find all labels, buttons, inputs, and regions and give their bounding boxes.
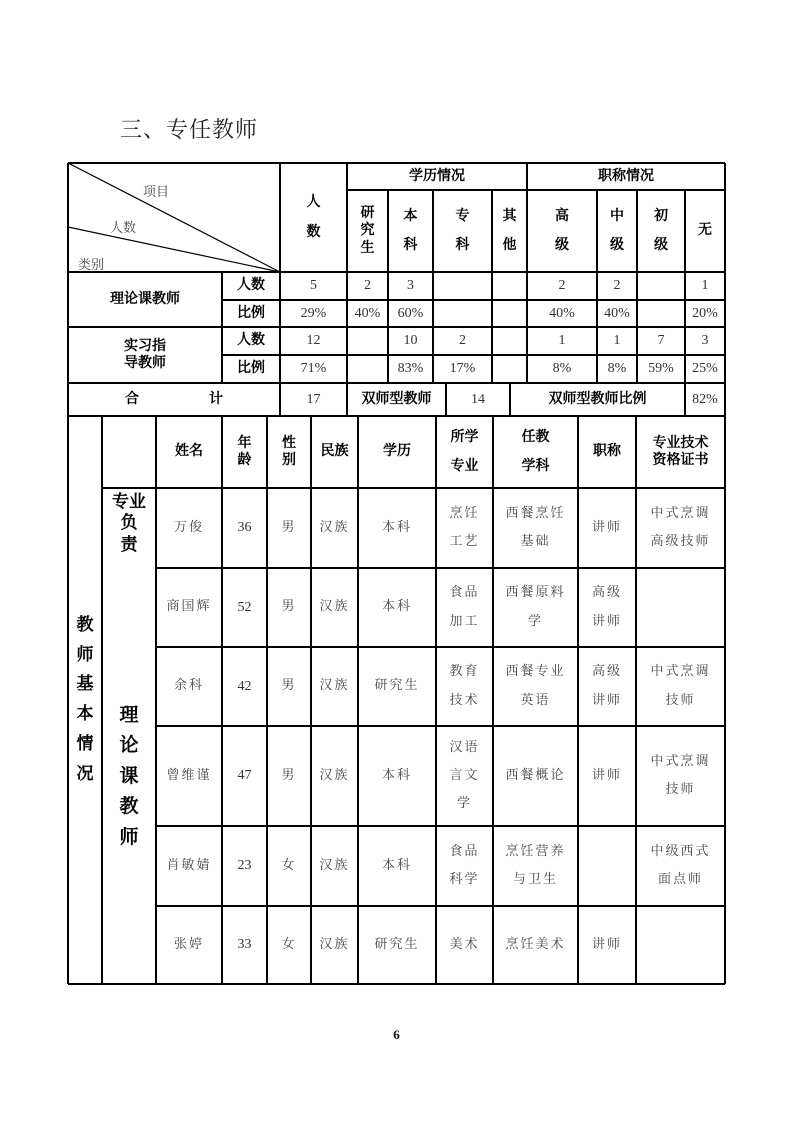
teacher-education bbox=[358, 826, 436, 906]
teacher-subject bbox=[493, 568, 578, 647]
cell-text: 中式烹调 bbox=[650, 505, 711, 521]
cell-text: 技术 bbox=[449, 692, 480, 708]
cell-text: 双师型教师 bbox=[361, 390, 432, 407]
cell-text: 理 bbox=[119, 704, 139, 727]
cell-text: 商国辉 bbox=[166, 599, 212, 615]
teacher-ethnicity bbox=[311, 568, 358, 647]
header-education bbox=[358, 416, 436, 488]
teacher-education bbox=[358, 906, 436, 984]
cell-text: 科 bbox=[403, 237, 418, 253]
cell-text: 专 bbox=[455, 207, 470, 224]
cell-text: 实习指 bbox=[124, 337, 166, 354]
value-cell bbox=[347, 300, 388, 327]
cell-text: 2 bbox=[558, 278, 566, 294]
cell-text: 中级西式 bbox=[650, 843, 711, 859]
cell-text: 1 bbox=[613, 333, 621, 349]
cell-text: 研究生 bbox=[374, 678, 420, 694]
cell-text: 女 bbox=[281, 857, 297, 873]
cell-text: 余科 bbox=[173, 678, 204, 694]
value-cell bbox=[637, 355, 685, 383]
cell-text: 47 bbox=[237, 768, 252, 784]
cell-text: 23 bbox=[237, 858, 252, 874]
education-header bbox=[347, 163, 527, 190]
teacher-ethnicity bbox=[311, 826, 358, 906]
cell-text: 人数 bbox=[237, 277, 265, 294]
cell-text: 他 bbox=[502, 237, 517, 253]
header-gender bbox=[267, 416, 311, 488]
value-cell bbox=[597, 355, 637, 383]
teacher-major bbox=[436, 568, 493, 647]
dual-ratio-label bbox=[510, 383, 685, 416]
teacher-age bbox=[222, 488, 267, 568]
column-header bbox=[492, 190, 527, 272]
cell-text: 肖敏婧 bbox=[166, 857, 212, 873]
teacher-education bbox=[358, 726, 436, 826]
cell-text: 教育 bbox=[449, 664, 480, 680]
cell-text: 数 bbox=[306, 223, 321, 240]
cell-text: 曾维谨 bbox=[166, 767, 212, 783]
teacher-major bbox=[436, 647, 493, 726]
cell-text: 级 bbox=[610, 237, 624, 253]
cell-text: 汉族 bbox=[319, 857, 350, 873]
cell-text: 张婷 bbox=[173, 936, 204, 952]
value-cell bbox=[433, 272, 492, 300]
teacher-name bbox=[156, 906, 222, 984]
cell-text: 女 bbox=[281, 936, 297, 952]
cell-text: 基础 bbox=[520, 534, 551, 549]
cell-text: 职称情况 bbox=[598, 167, 654, 184]
value-cell bbox=[388, 355, 433, 383]
teacher-age bbox=[222, 826, 267, 906]
cell-text: 学历 bbox=[383, 443, 411, 460]
row-sub-label bbox=[222, 327, 280, 355]
teacher-major bbox=[436, 906, 493, 984]
group-label-theory bbox=[102, 568, 156, 984]
cell-text: 20% bbox=[692, 305, 718, 321]
group-label bbox=[68, 272, 222, 327]
cell-text: 本 bbox=[76, 704, 94, 724]
cell-text: 年 bbox=[237, 434, 252, 451]
cell-text: 学科 bbox=[521, 458, 550, 474]
cell-text: 高 bbox=[555, 207, 569, 224]
cell-text: 汉语 bbox=[449, 739, 480, 755]
cell-text: 高级 bbox=[591, 664, 622, 680]
teacher-subject bbox=[493, 647, 578, 726]
cell-text: 技师 bbox=[665, 782, 696, 797]
cell-text: 本 bbox=[403, 207, 418, 224]
cell-text: 8% bbox=[607, 361, 627, 377]
cell-text: 科 bbox=[455, 237, 470, 253]
cell-text: 40% bbox=[354, 305, 381, 321]
cell-text: 所学 bbox=[450, 428, 479, 445]
cell-text: 科学 bbox=[449, 872, 480, 887]
cell-text: 资格证书 bbox=[652, 452, 709, 468]
value-cell bbox=[347, 355, 388, 383]
cell-text: 专业 bbox=[450, 458, 479, 474]
value-cell bbox=[597, 300, 637, 327]
section-title: 三、专任教师 bbox=[120, 118, 259, 143]
cell-text: 工艺 bbox=[449, 534, 480, 549]
value-cell bbox=[433, 355, 492, 383]
cell-text: 汉族 bbox=[319, 767, 350, 783]
cell-text: 究 bbox=[360, 222, 375, 239]
row-sub-label bbox=[222, 355, 280, 383]
value-cell bbox=[347, 272, 388, 300]
teacher-title bbox=[578, 647, 636, 726]
teacher-certificate bbox=[636, 488, 725, 568]
cell-text: 1 bbox=[558, 333, 566, 349]
cell-text: 男 bbox=[281, 678, 297, 694]
value-cell bbox=[637, 327, 685, 355]
cell-text: 82% bbox=[692, 391, 718, 407]
value-cell bbox=[492, 272, 527, 300]
value-cell bbox=[280, 272, 347, 300]
dual-ratio-value bbox=[685, 383, 725, 416]
cell-text: 中式烹调 bbox=[650, 753, 711, 769]
value-cell bbox=[492, 327, 527, 355]
teacher-title bbox=[578, 726, 636, 826]
cell-text: 研究生 bbox=[374, 936, 420, 952]
cell-text: 西餐概论 bbox=[505, 767, 566, 783]
cell-text: 人 bbox=[306, 194, 321, 210]
cell-text: 技师 bbox=[665, 692, 696, 708]
cell-text: 讲师 bbox=[591, 613, 622, 629]
value-cell bbox=[597, 272, 637, 300]
cell-text: 言文 bbox=[449, 767, 480, 783]
cell-text: 男 bbox=[281, 599, 297, 615]
value-cell bbox=[527, 327, 597, 355]
count-header bbox=[280, 163, 347, 272]
cell-text: 男 bbox=[281, 519, 297, 535]
column-header bbox=[388, 190, 433, 272]
cell-text: 33 bbox=[237, 937, 252, 953]
value-cell bbox=[388, 272, 433, 300]
value-cell bbox=[685, 272, 725, 300]
cell-text: 西餐烹饪 bbox=[505, 505, 566, 521]
teacher-title bbox=[578, 488, 636, 568]
cell-text: 比例 bbox=[237, 304, 265, 321]
cell-text: 别 bbox=[282, 452, 296, 468]
column-header bbox=[433, 190, 492, 272]
cell-text: 面点师 bbox=[657, 872, 703, 887]
header-name bbox=[156, 416, 222, 488]
cell-text: 师 bbox=[76, 644, 94, 665]
cell-text: 双师型教师比例 bbox=[548, 390, 647, 407]
teacher-subject bbox=[493, 726, 578, 826]
cell-text: 食品 bbox=[449, 843, 480, 859]
cell-text: 40% bbox=[549, 305, 575, 321]
value-cell bbox=[685, 355, 725, 383]
header-ethnicity bbox=[311, 416, 358, 488]
cell-text: 2 bbox=[613, 278, 621, 294]
cell-text: 专业技术 bbox=[652, 434, 709, 451]
teacher-gender bbox=[267, 726, 311, 826]
teacher-gender bbox=[267, 826, 311, 906]
cell-text: 其 bbox=[502, 207, 517, 224]
value-cell bbox=[527, 355, 597, 383]
corner-label: 类别 bbox=[78, 258, 105, 273]
cell-text: 烹饪 bbox=[449, 505, 480, 521]
teacher-major bbox=[436, 726, 493, 826]
teacher-subject bbox=[493, 906, 578, 984]
cell-text: 级 bbox=[555, 237, 569, 253]
cell-text: 2 bbox=[364, 278, 371, 294]
row-sub-label bbox=[222, 272, 280, 300]
value-cell bbox=[685, 327, 725, 355]
teacher-gender bbox=[267, 488, 311, 568]
cell-text: 59% bbox=[648, 361, 674, 377]
cell-text: 学 bbox=[456, 796, 472, 812]
corner-label: 人数 bbox=[110, 221, 137, 236]
header-title bbox=[578, 416, 636, 488]
cell-text: 2 bbox=[459, 333, 466, 349]
group-label bbox=[68, 327, 222, 383]
column-header bbox=[527, 190, 597, 272]
teacher-name bbox=[156, 726, 222, 826]
header-subject bbox=[493, 416, 578, 488]
cell-text: 教 bbox=[119, 795, 139, 818]
value-cell bbox=[280, 327, 347, 355]
cell-text: 民族 bbox=[320, 443, 349, 460]
cell-text: 情 bbox=[76, 733, 94, 754]
title-header bbox=[527, 163, 725, 190]
cell-text: 17% bbox=[449, 361, 476, 377]
value-cell bbox=[527, 272, 597, 300]
cell-text: 14 bbox=[471, 391, 485, 407]
teacher-subject bbox=[493, 488, 578, 568]
cell-text: 汉族 bbox=[319, 678, 350, 694]
teacher-major bbox=[436, 826, 493, 906]
teacher-age bbox=[222, 647, 267, 726]
cell-text: 17 bbox=[306, 391, 321, 407]
cell-text: 汉族 bbox=[319, 936, 350, 952]
teacher-ethnicity bbox=[311, 488, 358, 568]
cell-text: 本科 bbox=[381, 767, 412, 783]
value-cell bbox=[388, 300, 433, 327]
header-major bbox=[436, 416, 493, 488]
cell-text: 12 bbox=[306, 333, 321, 349]
cell-text: 中 bbox=[610, 207, 624, 224]
cell-text: 本科 bbox=[381, 519, 412, 535]
cell-text: 职称 bbox=[593, 443, 621, 460]
section-label bbox=[68, 416, 102, 984]
cell-text: 生 bbox=[360, 239, 375, 256]
column-header bbox=[637, 190, 685, 272]
teacher-ethnicity bbox=[311, 726, 358, 826]
column-header bbox=[597, 190, 637, 272]
column-header bbox=[347, 190, 388, 272]
cell-text: 加工 bbox=[449, 613, 480, 629]
cell-text: 讲师 bbox=[591, 519, 622, 535]
total-value bbox=[280, 383, 347, 416]
teacher-age bbox=[222, 726, 267, 826]
cell-text: 与卫生 bbox=[512, 872, 558, 887]
cell-text: 性 bbox=[282, 434, 296, 451]
cell-text: 学 bbox=[527, 613, 543, 629]
teacher-major bbox=[436, 488, 493, 568]
cell-text: 美术 bbox=[449, 936, 480, 952]
value-cell bbox=[685, 300, 725, 327]
cell-text: 7 bbox=[657, 333, 665, 349]
cell-text: 级 bbox=[654, 237, 668, 253]
cell-text: 计 bbox=[209, 390, 223, 407]
cell-text: 5 bbox=[310, 278, 317, 294]
teacher-gender bbox=[267, 568, 311, 647]
column-header bbox=[685, 190, 725, 272]
cell-text: 52 bbox=[237, 599, 252, 615]
teacher-gender bbox=[267, 647, 311, 726]
cell-text: 烹饪营养 bbox=[505, 843, 566, 859]
teacher-certificate bbox=[636, 647, 725, 726]
value-cell bbox=[637, 272, 685, 300]
teacher-education bbox=[358, 488, 436, 568]
teacher-name bbox=[156, 488, 222, 568]
cell-text: 基 bbox=[76, 674, 94, 695]
value-cell bbox=[433, 327, 492, 355]
value-cell bbox=[597, 327, 637, 355]
teacher-gender bbox=[267, 906, 311, 984]
cell-text: 西餐专业 bbox=[505, 664, 566, 680]
cell-text: 3 bbox=[701, 333, 709, 349]
cell-text: 本科 bbox=[381, 599, 412, 615]
teacher-name bbox=[156, 568, 222, 647]
cell-text: 60% bbox=[397, 305, 424, 321]
cell-text: 任教 bbox=[521, 428, 550, 445]
cell-text: 专业 bbox=[112, 492, 146, 512]
value-cell bbox=[388, 327, 433, 355]
cell-text: 西餐原料 bbox=[505, 585, 566, 601]
header-certificate bbox=[636, 416, 725, 488]
cell-text: 课 bbox=[119, 764, 139, 787]
corner-label: 项目 bbox=[143, 185, 170, 200]
row-sub-label bbox=[222, 300, 280, 327]
cell-text: 责 bbox=[120, 534, 138, 555]
cell-text: 万俊 bbox=[173, 519, 204, 535]
teacher-education bbox=[358, 568, 436, 647]
cell-text: 讲师 bbox=[591, 936, 622, 952]
value-cell bbox=[492, 355, 527, 383]
teacher-title bbox=[578, 568, 636, 647]
cell-text: 25% bbox=[692, 361, 718, 377]
cell-text: 人数 bbox=[237, 332, 265, 349]
page-number: 6 bbox=[393, 1027, 400, 1042]
teacher-ethnicity bbox=[311, 906, 358, 984]
cell-text: 汉族 bbox=[319, 599, 350, 615]
teacher-certificate bbox=[636, 826, 725, 906]
cell-text: 汉族 bbox=[319, 519, 350, 535]
cell-text: 负 bbox=[120, 513, 138, 534]
cell-text: 况 bbox=[76, 763, 94, 784]
value-cell bbox=[492, 300, 527, 327]
teacher-title bbox=[578, 906, 636, 984]
cell-text: 讲师 bbox=[591, 692, 622, 708]
cell-text: 36 bbox=[237, 520, 252, 536]
cell-text: 龄 bbox=[237, 452, 252, 468]
cell-text: 论 bbox=[119, 734, 139, 757]
value-cell bbox=[637, 300, 685, 327]
cell-text: 英语 bbox=[520, 692, 551, 708]
cell-text: 合 bbox=[125, 390, 139, 407]
cell-text: 理论课教师 bbox=[110, 290, 180, 307]
cell-text: 初 bbox=[654, 207, 668, 224]
cell-text: 无 bbox=[698, 222, 712, 239]
cell-text: 比例 bbox=[237, 360, 265, 377]
dual-teacher-value bbox=[446, 383, 510, 416]
cell-text: 42 bbox=[237, 678, 252, 694]
cell-text: 食品 bbox=[449, 585, 480, 601]
cell-text: 1 bbox=[701, 278, 709, 294]
cell-text: 3 bbox=[407, 278, 414, 294]
cell-text: 29% bbox=[300, 305, 327, 321]
cell-text: 中式烹调 bbox=[650, 664, 711, 680]
dual-teacher-label bbox=[347, 383, 446, 416]
cell-text: 讲师 bbox=[591, 767, 622, 783]
cell-text: 烹饪美术 bbox=[505, 936, 566, 952]
teacher-age bbox=[222, 568, 267, 647]
cell-text: 高级技师 bbox=[650, 534, 711, 549]
value-cell bbox=[280, 300, 347, 327]
cell-text: 学历情况 bbox=[409, 167, 465, 184]
cell-text: 研 bbox=[360, 204, 375, 221]
value-cell bbox=[433, 300, 492, 327]
cell-text: 83% bbox=[397, 361, 424, 377]
teacher-name bbox=[156, 826, 222, 906]
teacher-name bbox=[156, 647, 222, 726]
cell-text: 本科 bbox=[381, 857, 412, 873]
cell-text: 教 bbox=[76, 614, 94, 635]
teacher-certificate bbox=[636, 726, 725, 826]
cell-text: 导教师 bbox=[124, 355, 166, 371]
value-cell bbox=[347, 327, 388, 355]
cell-text: 40% bbox=[604, 305, 630, 321]
cell-text: 71% bbox=[300, 361, 327, 377]
value-cell bbox=[280, 355, 347, 383]
header-age bbox=[222, 416, 267, 488]
group-label-head bbox=[102, 488, 156, 568]
teacher-education bbox=[358, 647, 436, 726]
cell-text: 男 bbox=[281, 767, 297, 783]
cell-text: 姓名 bbox=[175, 443, 203, 460]
teacher-ethnicity bbox=[311, 647, 358, 726]
teacher-age bbox=[222, 906, 267, 984]
cell-text: 高级 bbox=[591, 585, 622, 601]
value-cell bbox=[527, 300, 597, 327]
cell-text: 8% bbox=[552, 361, 572, 377]
total-label bbox=[68, 383, 280, 416]
teacher-subject bbox=[493, 826, 578, 906]
cell-text: 10 bbox=[403, 333, 418, 349]
cell-text: 师 bbox=[119, 825, 139, 848]
